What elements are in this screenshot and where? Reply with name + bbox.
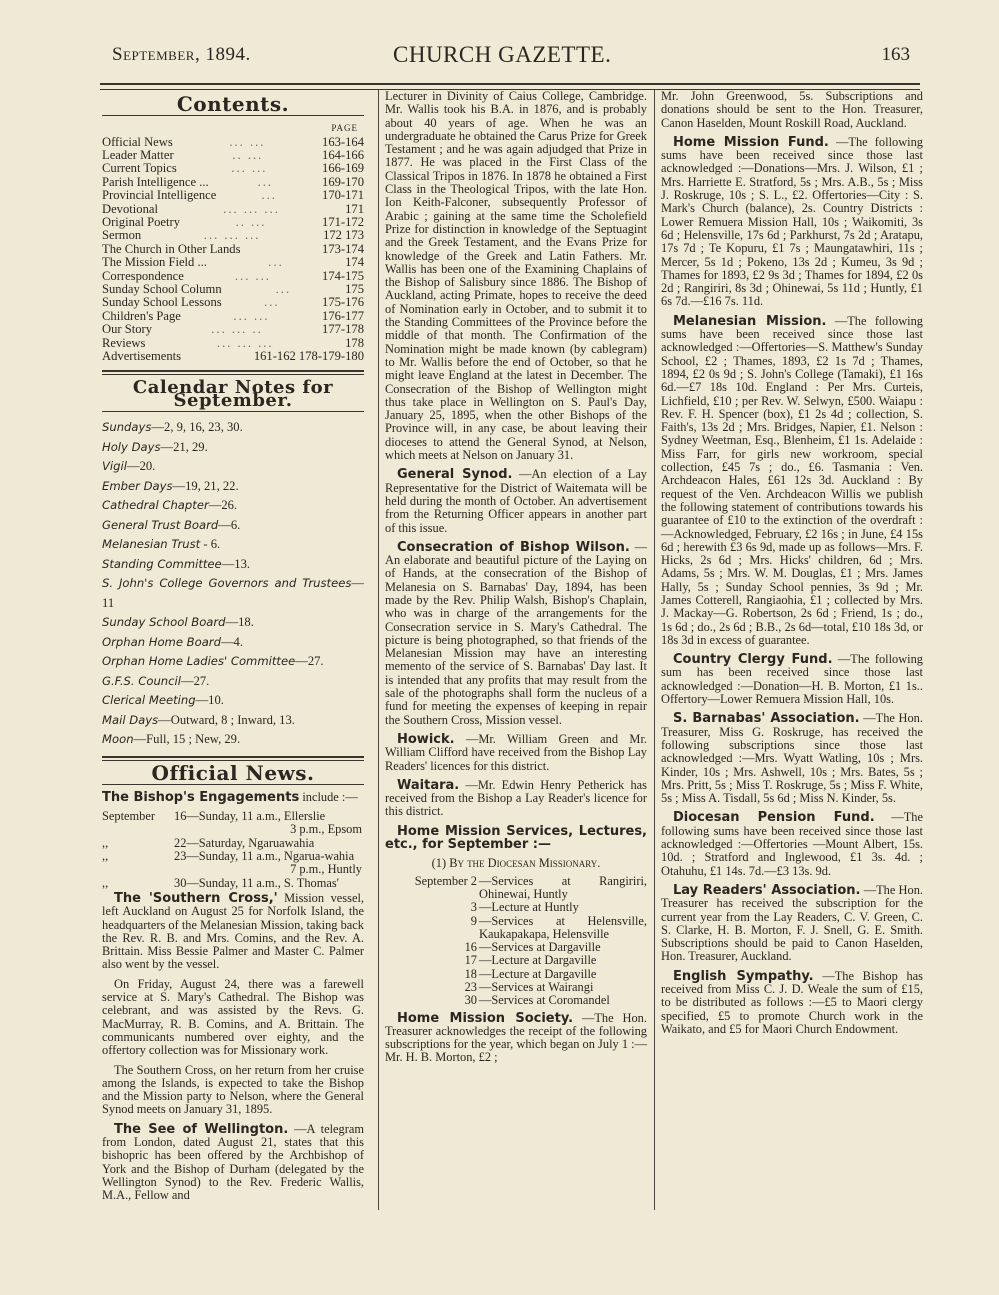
calendar-note	[102, 672, 364, 692]
service-detail: —Services at Rangiriri, Ohinewai, Huntly	[479, 873, 647, 901]
divider	[102, 756, 364, 761]
table-of-contents	[102, 136, 364, 364]
engagement-date	[102, 863, 174, 876]
engagement-date: ,,	[102, 835, 109, 850]
engagement-row	[102, 837, 364, 850]
toc-entry-label: Provincial Intelligence	[102, 188, 217, 203]
service-date: 17	[464, 953, 477, 968]
home-mission-society-article: Home Mission Society. —The Hon. Treasurer acknowledges the receipt of the following subscriptions for the year, which began on July 1 :—Mr. H. B. Morton, £2 ;	[385, 1010, 647, 1065]
service-detail: —Services at Wairangi	[479, 980, 594, 994]
calendar-note-label: G.F.S. Council	[102, 673, 181, 688]
home-mission-services-heading: Home Mission Services, Lectures, etc., for September :—	[385, 823, 647, 853]
calendar-title: Calendar Notes for September.	[132, 376, 334, 411]
toc-entry-label: Parish Intelligence ...	[102, 174, 209, 189]
toc-entry	[102, 136, 364, 149]
toc-entry-label: Sermon	[102, 228, 142, 243]
service-date: 30	[464, 993, 477, 1008]
service-date: 23	[464, 980, 477, 994]
toc-leader-dots	[181, 350, 254, 363]
calendar-note	[102, 633, 364, 653]
toc-entry	[102, 189, 364, 202]
toc-entry-pages: 163-164	[322, 134, 364, 149]
toc-entry	[102, 176, 364, 189]
calendar-note-value: - 6.	[200, 537, 221, 552]
toc-entry	[102, 216, 364, 229]
engagement-date: ,,	[102, 875, 109, 890]
calendar-note	[102, 652, 364, 672]
toc-leader-dots: ... ... ...	[223, 201, 280, 216]
column-1	[102, 92, 364, 1209]
toc-entry-pages: 175-176	[322, 295, 364, 310]
toc-entry	[102, 337, 364, 350]
toc-leader-dots: ... ... ...	[216, 335, 274, 350]
calendar-note	[102, 535, 364, 555]
toc-leader-dots: ...	[275, 282, 292, 297]
engagement-detail: 23—Sunday, 11 a.m., Ngarua-wahia	[174, 849, 355, 864]
service-detail: —Lecture at Dargaville	[479, 953, 597, 968]
calendar-note-label: Holy Days	[102, 439, 161, 454]
engagement-detail: 3 p.m., Epsom	[290, 822, 362, 837]
toc-entry-pages: 169-170	[322, 174, 364, 189]
calendar-note-value: —27.	[295, 654, 324, 669]
toc-leader-dots: ... ...	[234, 268, 271, 283]
toc-entry-label: Devotional	[102, 201, 158, 216]
calendar-note	[102, 516, 364, 536]
calendar-note-label: General Trust Board	[102, 517, 219, 532]
calendar-note	[102, 438, 364, 458]
service-date: 9	[470, 913, 477, 928]
article-paragraph: Mr. John Greenwood, 5s. Subscriptions and donations should be sent to the Hon. Treasurer, Canon Haselden, Mount Roskill Road, Auckland.	[661, 89, 923, 130]
toc-entry	[102, 203, 364, 216]
calendar-note-label: S. John's College Governors and Trustees	[102, 576, 352, 591]
toc-entry-pages: 166-169	[322, 161, 364, 176]
toc-entry-label: Children's Page	[102, 308, 181, 323]
service-row	[385, 875, 647, 902]
engagement-row	[102, 823, 364, 836]
calendar-note	[102, 477, 364, 497]
toc-entry	[102, 310, 364, 323]
calendar-note-value: —Outward, 8 ; Inward, 13.	[158, 712, 295, 727]
engagement-row	[102, 863, 364, 876]
calendar-note-value: —26.	[208, 498, 238, 513]
toc-entry-label: The Church in Other Lands	[102, 241, 241, 256]
toc-entry	[102, 283, 364, 296]
toc-entry	[102, 162, 364, 175]
calendar-note	[102, 691, 364, 711]
service-row	[385, 901, 647, 914]
toc-entry	[102, 256, 364, 269]
column-3	[654, 90, 923, 1210]
calendar-note-value: —Full, 15 ; New, 29.	[133, 732, 241, 747]
calendar-note-label: Orphan Home Ladies' Committee	[102, 654, 296, 669]
service-detail: —Lecture at Huntly	[479, 900, 579, 915]
calendar-note-value: —21, 29.	[160, 439, 208, 454]
toc-entry-pages: 171	[345, 201, 364, 216]
toc-entry-pages: 174-175	[322, 268, 364, 283]
service-row	[385, 968, 647, 981]
toc-entry-label: Leader Matter	[102, 148, 174, 162]
calendar-note	[102, 555, 364, 575]
toc-leader-dots: ... ... ...	[203, 228, 261, 243]
calendar-note-label: Sunday School Board	[102, 615, 226, 630]
publication-title: CHURCH GAZETTE.	[393, 42, 612, 67]
general-synod-article: General Synod. —An election of a Lay Representative for the District of Waitemata will be held during the month of October. An advertisement from the Returning Officer appears in another part of this issue.	[385, 467, 647, 535]
toc-leader-dots: ...	[261, 188, 277, 203]
toc-entry	[102, 149, 364, 162]
country-clergy-fund-article: Country Clergy Fund. —The following sum has been received since those last acknowledged :—Donation—H. B. Morton, £1 1s.. Offertory—Lower Remuera Mission Hall, 10s.	[661, 652, 924, 707]
toc-entry-pages: 175	[345, 282, 364, 297]
engagement-detail: 22—Saturday, Ngaruawahia	[174, 835, 315, 850]
toc-entry-label: Our Story	[102, 322, 153, 337]
see-of-wellington-article: The See of Wellington. —A telegram from London, dated August 21, states that this bishopric has been offered by the Archbishop of York and the Bishop of Durham (delegated by the Wellington Synod) to the Rev. Frederic Wallis, M.A., Fellow and	[102, 1121, 364, 1203]
toc-entry-label: Correspondence	[102, 268, 184, 283]
diocesan-missionary-subheading: (1) By the Diocesan Missionary.	[431, 856, 601, 871]
toc-entry-label: Reviews	[102, 335, 146, 350]
service-row	[385, 981, 647, 994]
service-date: 18	[464, 966, 477, 981]
engagement-row	[102, 810, 364, 823]
divider	[102, 411, 364, 412]
calendar-notes	[102, 418, 364, 750]
calendar-note-label: Clerical Meeting	[102, 693, 196, 708]
service-date: 3	[470, 900, 477, 915]
calendar-note-label: Sundays	[102, 420, 152, 435]
engagement-date: September	[102, 809, 155, 824]
page-number: 163	[881, 44, 910, 65]
service-detail: —Services at Coromandel	[479, 993, 610, 1008]
calendar-note	[102, 730, 364, 750]
waitara-article: Waitara. —Mr. Edwin Henry Petherick has received from the Bishop a Lay Reader's licence for this district.	[385, 777, 647, 819]
calendar-note-label: Cathedral Chapter	[102, 498, 209, 513]
service-detail: —Services at Helensville, Kaukapakapa, Helensville	[479, 913, 647, 941]
toc-entry-pages: 172 173	[323, 228, 364, 243]
calendar-note	[102, 496, 364, 516]
issue-date: September, 1894.	[112, 44, 251, 65]
calendar-note	[102, 613, 364, 633]
calendar-note-label: Melanesian Trust	[102, 537, 201, 552]
service-detail: —Services at Dargaville	[479, 940, 601, 955]
toc-entry-pages: 174	[345, 255, 364, 270]
service-detail: —Lecture at Dargaville	[479, 966, 597, 981]
engagement-date: ,,	[102, 849, 109, 864]
toc-entry	[102, 350, 364, 363]
engagement-row	[102, 877, 364, 890]
toc-leader-dots	[241, 243, 323, 256]
toc-entry	[102, 243, 364, 256]
toc-entry-label: The Mission Field ...	[102, 255, 207, 270]
official-news-title: Official News.	[151, 760, 315, 785]
calendar-note-value: —6.	[218, 517, 241, 532]
service-row	[385, 954, 647, 967]
page-header	[100, 44, 930, 74]
toc-entry-pages: 164-166	[322, 148, 364, 162]
toc-entry-pages: 173-174	[322, 241, 364, 256]
engagement-detail: 7 p.m., Huntly	[290, 862, 362, 877]
toc-entry-label: Official News	[102, 134, 173, 149]
service-row	[385, 994, 647, 1007]
article-paragraph: Lecturer in Divinity of Caius College, Cambridge. Mr. Wallis took his B.A. in 1876, and is probably about 40 years of age. When he was an undergraduate he obtained the Carus Prize for Greek Testament ; and he was again adjudged that Prize in 1877. He was placed in the First Class of the Classical Tripos in 1876. In 1878 he obtained a First Class in the Theological Tripos, with the late Hon. Ion Keith-Falconer, subsequently Professor of Arabic ; gaining at the same time the Scholefield Prize for distinction in knowledge of the Septuagint and the Greek Testament, and the Evans Prize for knowledge of the Greek and Latin Fathers. Mr. Wallis has been one of the Examining Chaplains of the Bishop of Salisbury since 1886. The Bishop of Auckland, acting Primate, hopes to receive the deed of Nomination early in October, and to submit it to the Standing Committees of the Province before the middle of that month. The Confirmation of the Nomination might be made known (by cablegram) to Mr. Wallis before the end of October, so that he might leave England at the latest in December. The Consecration of the Bishop of Wellington might thus take place in Wellington on S. Paul's Day, January 25, 1895, when the other Bishops of the Province will, in any case, be about leaving their dioceses to attend the General Synod, at Nelson, which meets at Nelson on January 31.	[385, 89, 647, 463]
service-row	[385, 915, 647, 942]
calendar-note-value: —20.	[126, 459, 156, 474]
consecration-article: Consecration of Bishop Wilson. —An elaborate and beautiful picture of the Laying on of Hands, at the consecration of the Bishop of Melanesia on S. Barnabas' Day, 1894, has been made by the Rev. Philip Walsh, Bishop's Chaplain, who was in charge of the arrangements for the Consecration service in S. Mary's Cathedral. The picture is being photographed, so that friends of the Melanesian Mission may have an interesting memento of the service of S. Barnabas' Day last. It is intended that any profits that may result from the sale of the photographs shall form the nucleus of a fund for meeting the expenses of keeping in repair the Southern Cross, Mission vessel.	[385, 539, 647, 727]
toc-entry-label: Advertisements	[102, 349, 182, 364]
calendar-note-label: Orphan Home Board	[102, 634, 221, 649]
service-date: 16	[464, 940, 477, 955]
column-2	[378, 90, 647, 1210]
toc-leader-dots: .. ...	[235, 215, 267, 230]
engagement-detail: 30—Sunday, 11 a.m., S. Thomas'	[174, 875, 339, 890]
home-mission-fund-article: Home Mission Fund. —The following sums have been received since those last acknowledged :—Donations—Mrs. J. Wilson, £1 ; Mrs. Harriette E. Stratford, 5s ; Mrs. A.B., 5s ; Miss J. Roskruge, 10s ; S. L., £2. Offertories—City : S. Mark's Church (balance), 2s. Country Districts : Lower Remuera Mission Hall, 10s ; Waikomiti, 3s 6d ; Helensville, 17s 6d ; Parkhurst, 7s 2d ; Aratapu, 17s 7d ; Te Kopuru, £1 7s ; Maungatawhiri, 11s ; Mercer, 5s 1d ; Pokeno, 13s 2d ; Kumeu, 3s 9d ; Thames for 1893, £2 9s 3d ; Thames for 1894, £2 0s 2d ; Rangiriri, 8s 3d ; Ohinewai, 5s 11d ; Huntly, £1 6s 7d.—£16 7s. 11d.	[661, 134, 923, 309]
toc-entry-pages: 161-162 178-179-180	[253, 349, 364, 364]
newspaper-page	[100, 0, 930, 1295]
article-paragraph: The Southern Cross, on her return from her cruise among the Islands, is expected to take the Bishop and the Mission party to Nelson, where the General Synod meets on January 31, 1895.	[102, 1062, 364, 1117]
toc-entry-label: Original Poetry	[102, 215, 180, 230]
toc-leader-dots: ... ...	[229, 134, 266, 149]
lay-readers-association-article: Lay Readers' Association. —The Hon. Treasurer has received the subscription for the current year from the Lay Readers, C. V. Green, C. S. Clarke, H. B. Morton, F. J. Snell, G. E. Smith. Subscriptions should be paid to Canon Haselden, Hon. Treasurer, Auckland.	[661, 882, 923, 964]
s-barnabas-association-article: S. Barnabas' Association. —The Hon. Treasurer, Miss G. Roskruge, has received the following subscriptions since those last acknowledged :—Mrs. Wyatt Watling, 10s ; Mrs. Kinder, 10s ; Mrs. Ashwell, 10s ; Mrs. Bates, 5s ; Mrs. Pritt, 5s ; Miss T. Roskruge, 5s ; Miss F. White, 5s ; Miss A. Tisdall, 5s 6d ; Miss N. Kinder, 5s.	[661, 711, 923, 806]
calendar-note-value: —10.	[195, 693, 224, 708]
howick-article: Howick. —Mr. William Green and Mr. William Clifford have received from the Bishop Lay Readers' licences for this district.	[385, 731, 647, 773]
engagement-detail: 16—Sunday, 11 a.m., Ellerslie	[174, 809, 326, 824]
article-paragraph: On Friday, August 24, there was a farewell service at S. Mary's Cathedral. The Bishop was celebrant, and was assisted by the Revs. G. MacMurray, R. B. Comins, and A. Brittain. The communicants numbered over eighty, and the offertory collection was for Missionary work.	[102, 976, 364, 1058]
toc-entry-label: Sunday School Column	[102, 282, 222, 297]
calendar-note-label: Vigil	[102, 459, 127, 474]
services-list	[385, 875, 647, 1008]
toc-entry	[102, 229, 364, 242]
toc-entry	[102, 296, 364, 309]
engagement-row	[102, 850, 364, 863]
english-sympathy-article: English Sympathy. —The Bishop has received from Miss C. J. D. Weale the sum of £15, to be distributed as follows :—£5 to Maori clergy specified, £5 to promote Church work in the Waikato, and £5 for Maori Church Endowment.	[661, 968, 923, 1036]
service-date: September 2	[414, 873, 477, 888]
toc-leader-dots: ... ... ..	[211, 322, 263, 337]
divider	[102, 370, 364, 375]
toc-leader-dots: ...	[268, 255, 284, 270]
calendar-note-value: —27.	[180, 673, 210, 688]
calendar-note-value: —13.	[221, 556, 251, 571]
calendar-note-value: —18.	[225, 615, 254, 630]
southern-cross-article: The 'Southern Cross,' Mission vessel, left Auckland on August 25 for Norfolk Island, the headquarters of the Melanesian Mission, taking back the Rev. R. B. and Mrs. Comins, and the Rev. A. Brittain. Miss Bessie Palmer and Master C. Palmer also went by the vessel.	[102, 890, 364, 972]
toc-page-label: PAGE	[331, 123, 358, 134]
calendar-note-value: —2, 9, 16, 23, 30.	[151, 420, 243, 435]
calendar-note-label: Mail Days	[102, 712, 159, 727]
bishops-engagements-heading: The Bishop's Engagements include :—	[102, 789, 358, 805]
toc-entry-pages: 177-178	[322, 322, 364, 337]
calendar-note	[102, 418, 364, 438]
calendar-note-label: Ember Days	[102, 478, 173, 493]
toc-entry-pages: 170-171	[322, 188, 364, 203]
calendar-note-label: Moon	[102, 732, 134, 747]
toc-leader-dots: ... ...	[233, 308, 270, 323]
bishops-engagements-list	[102, 810, 364, 890]
diocesan-pension-fund-article: Diocesan Pension Fund. —The following sums have been received since those last acknowledged :—Offertories —Mount Albert, 15s. 10d. ; Stratford and Inglewood, £1 3s. 4d. ; Otahuhu, £1 14s. 7d.—£3 13s. 9d.	[661, 810, 923, 878]
toc-entry-pages: 178	[345, 335, 364, 350]
toc-leader-dots: ...	[257, 174, 274, 189]
calendar-note-value: —11	[102, 576, 364, 610]
toc-entry	[102, 323, 364, 336]
calendar-note	[102, 574, 364, 613]
toc-entry-pages: 171-172	[322, 215, 364, 230]
engagement-date	[102, 823, 174, 836]
contents-title: Contents.	[176, 92, 290, 116]
melanesian-mission-article: Melanesian Mission. —The following sums have been received since those last acknowledged :—Offertories—S. Matthew's Sunday School, £2 ; Thames, 1893, £2 1s 7d ; Thames, 1894, £2 0s 9d ; S. John's College (Tamaki), £1 16s 6d.—£7 18s 10d. England : Per Mrs. Curteis, Lichfield, £10 ; per Rev. W. Selwyn, £500. Waiapu : Rev. F. H. Spencer (box), £1 2s 4d ; collection, S. Faith's, 13s 2d ; Mrs. Bridges, Napier, £1. Nelson : Sydney Weetman, Esq., Blenheim, £1 1s. Adelaide : Miss Farr, for girls new workroom, special collection, £45 7s ; do., £6. Tasmania : Ven. Archdeacon Hales, £61 12s 3d. Auckland : By request of the Ven. Archdeacon Willis we publish the following statement of contributions towards his guarantee of £10 to the extinction of the overdraft :—Acknowledged, February, £2 16s ; in June, £4 15s 6d ; herewith £3 6s 9d, made up as follows—Mrs. F. Hicks, 2s 6d ; Mrs. Hicks' children, 6d ; Mrs. Adams, 5s ; Mrs. W. M. Douglas, £1 ; Mrs. James Hally, 5s ; Sunday School pennies, 3s 9d ; Mr. James Cotterell, Rangiaohia, £1 ; collected by Mrs. J. Mackay—G. Robertson, 2s 6d ; Friend, 1s ; do., 1s 6d ; do., 2s 6d ; B.B., 2s 6d—total, £10 18s 3d, or 18s 3d in excess of guarantee.	[661, 313, 923, 647]
toc-leader-dots: ... ...	[231, 161, 268, 176]
calendar-note-value: —4.	[220, 634, 243, 649]
toc-entry-label: Current Topics	[102, 161, 177, 176]
toc-leader-dots: .. ...	[232, 148, 264, 162]
toc-leader-dots: ...	[264, 295, 280, 310]
toc-entry-label: Sunday School Lessons	[102, 295, 222, 310]
calendar-note-value: —19, 21, 22.	[172, 478, 239, 493]
toc-entry	[102, 270, 364, 283]
service-row	[385, 941, 647, 954]
calendar-note	[102, 711, 364, 731]
calendar-note-label: Standing Committee	[102, 556, 222, 571]
calendar-note	[102, 457, 364, 477]
toc-entry-pages: 176-177	[322, 308, 364, 323]
